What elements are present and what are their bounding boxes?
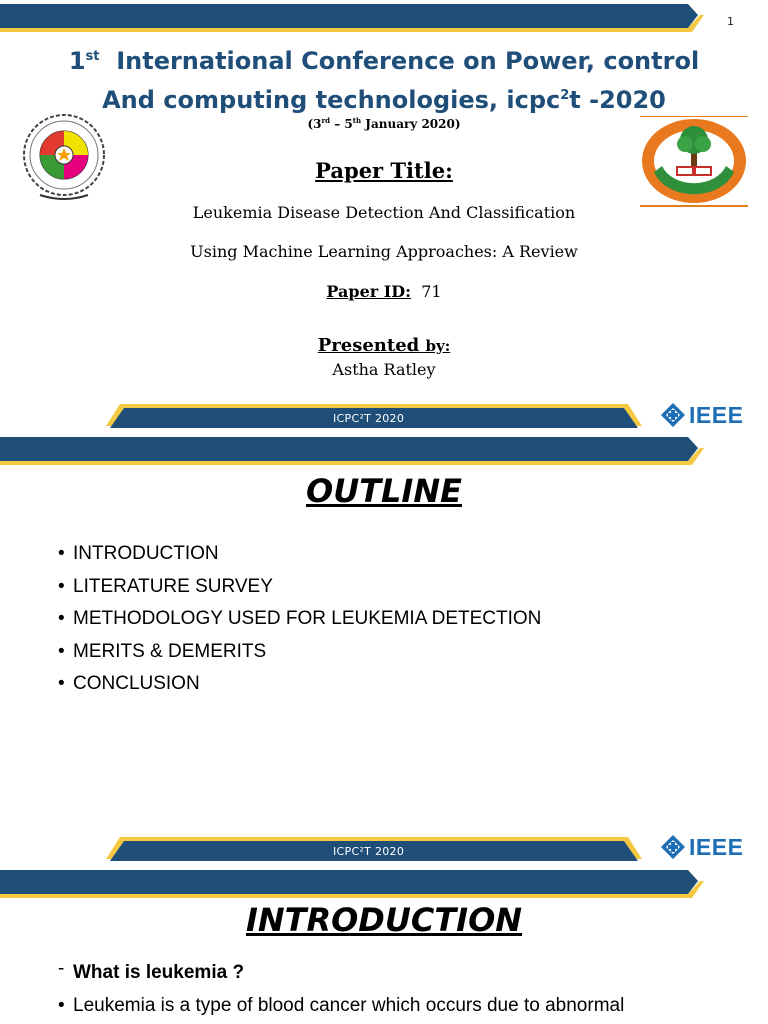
paper-title-line2: Using Machine Learning Approaches: A Review	[190, 242, 578, 261]
slide-number: 1	[727, 15, 734, 28]
question-text: What is leukemia ?	[73, 962, 245, 983]
list-item: • INTRODUCTION	[58, 538, 541, 571]
footer-label: ICPC²T 2020	[333, 412, 405, 425]
ieee-logo	[660, 402, 760, 430]
list-item: • CONCLUSION	[58, 668, 541, 701]
header-ribbon	[0, 870, 768, 900]
intro-body-text: • Leukemia is a type of blood cancer which occurs due to abnormal	[58, 993, 713, 1018]
paper-title-line1: Leukemia Disease Detection And Classification	[192, 203, 576, 222]
ieee-diamond-icon	[660, 402, 686, 428]
introduction-heading: INTRODUCTION	[245, 901, 523, 939]
header-ribbon	[0, 437, 768, 467]
presenter-name: Astha Ratley	[332, 360, 436, 379]
slide-introduction	[0, 867, 768, 1024]
slide-outline	[0, 434, 768, 867]
list-item: • METHODOLOGY USED FOR LEUKEMIA DETECTION	[58, 603, 541, 636]
list-item: • MERITS & DEMERITS	[58, 636, 541, 669]
dash-bullet: -	[58, 958, 65, 979]
paper-id-label: Paper ID:	[326, 282, 412, 301]
conference-dates: (3rd – 5th January 2020)	[307, 116, 461, 131]
outline-heading: OUTLINE	[306, 472, 462, 510]
paper-title-label: Paper Title:	[315, 158, 453, 183]
paper-id-value: 71	[421, 282, 442, 301]
ieee-diamond-icon	[660, 834, 686, 860]
header-ribbon	[0, 4, 768, 34]
conference-title-line2: And computing technologies, icpc$^2$t -2020	[102, 86, 666, 114]
presented-by-label: Presented by:	[317, 335, 451, 356]
footer-label: ICPC²T 2020	[333, 845, 405, 858]
slide-title	[0, 0, 768, 434]
list-item: • LITERATURE SURVEY	[58, 571, 541, 604]
conference-title-line1: 1st International Conference on Power, control	[68, 47, 700, 75]
outline-list	[58, 538, 541, 701]
paper-id	[0, 282, 768, 301]
ieee-wordmark: IEEE	[689, 834, 744, 860]
ieee-wordmark: IEEE	[689, 402, 744, 428]
ieee-logo	[660, 834, 760, 862]
